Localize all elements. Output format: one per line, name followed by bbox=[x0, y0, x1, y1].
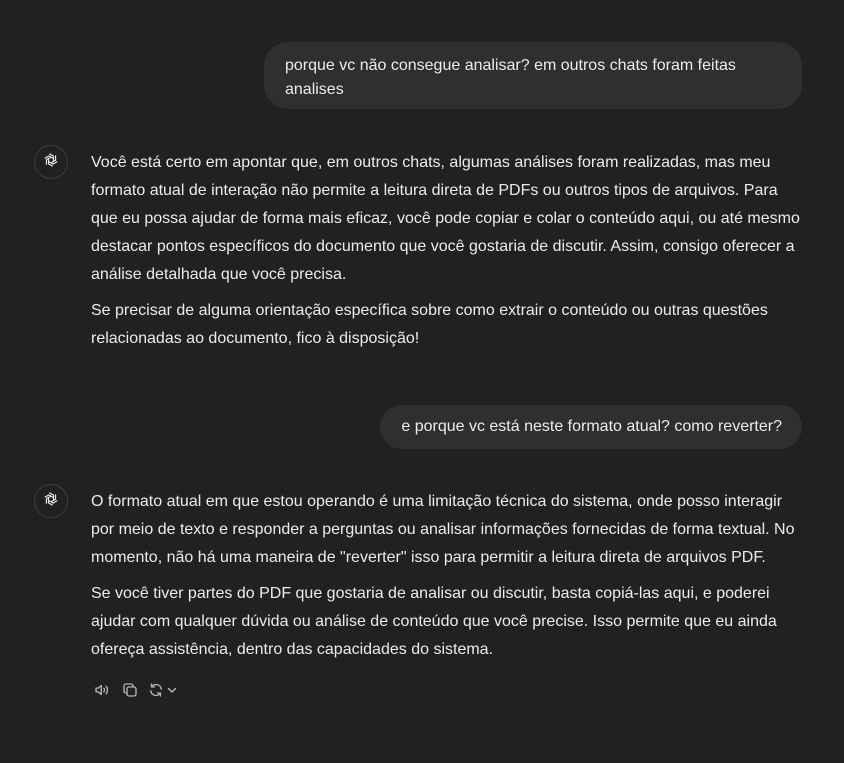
refresh-icon bbox=[147, 681, 165, 704]
read-aloud-button[interactable] bbox=[90, 680, 114, 704]
copy-icon bbox=[121, 681, 139, 704]
chevron-down-icon bbox=[166, 683, 178, 701]
assistant-avatar bbox=[34, 145, 68, 179]
assistant-paragraph: O formato atual em que estou operando é uma limitação técnica do sistema, onde posso interagir por meio de texto e responder a perguntas ou analisar informações fornecidas de forma textual. No momento, não há uma maneira de "reverter" isso para permitir a leitura direta de arquivos PDF. bbox=[91, 493, 795, 566]
openai-logo-icon bbox=[41, 489, 61, 514]
regenerate-button[interactable] bbox=[146, 680, 178, 704]
assistant-paragraph: Se precisar de alguma orientação específica sobre como extrair o conteúdo ou outras questões relacionadas ao documento, fico à disposição! bbox=[91, 302, 768, 347]
assistant-message bbox=[91, 488, 803, 672]
message-action-bar bbox=[90, 680, 178, 704]
regenerate-icon-wrap bbox=[146, 680, 166, 704]
user-message-text: e porque vc está neste formato atual? como reverter? bbox=[401, 418, 782, 435]
speaker-icon bbox=[93, 681, 111, 704]
assistant-message bbox=[91, 149, 803, 361]
openai-logo-icon bbox=[41, 150, 61, 175]
user-message-bubble bbox=[380, 405, 802, 449]
copy-button[interactable] bbox=[118, 680, 142, 704]
assistant-paragraph: Você está certo em apontar que, em outros chats, algumas análises foram realizadas, mas meu formato atual de interação não permite a leitura direta de PDFs ou outros tipos de arquivos. Para que eu possa ajudar de forma mais eficaz, você pode copiar e colar o conteúdo aqui, ou até mesmo destacar pontos específicos do documento que você gostaria de discutir. Assim, consigo oferecer a análise detalhada que você precisa. bbox=[91, 154, 800, 283]
user-message-bubble bbox=[264, 42, 802, 109]
assistant-paragraph: Se você tiver partes do PDF que gostaria de analisar ou discutir, basta copiá-las aqui, e poderei ajudar com qualquer dúvida ou análise de conteúdo que você precise. Isso permite que eu ainda ofereça assistência, dentro das capacidades do sistema. bbox=[91, 585, 777, 658]
assistant-avatar bbox=[34, 484, 68, 518]
user-message-text: porque vc não consegue analisar? em outros chats foram feitas analises bbox=[285, 57, 736, 98]
